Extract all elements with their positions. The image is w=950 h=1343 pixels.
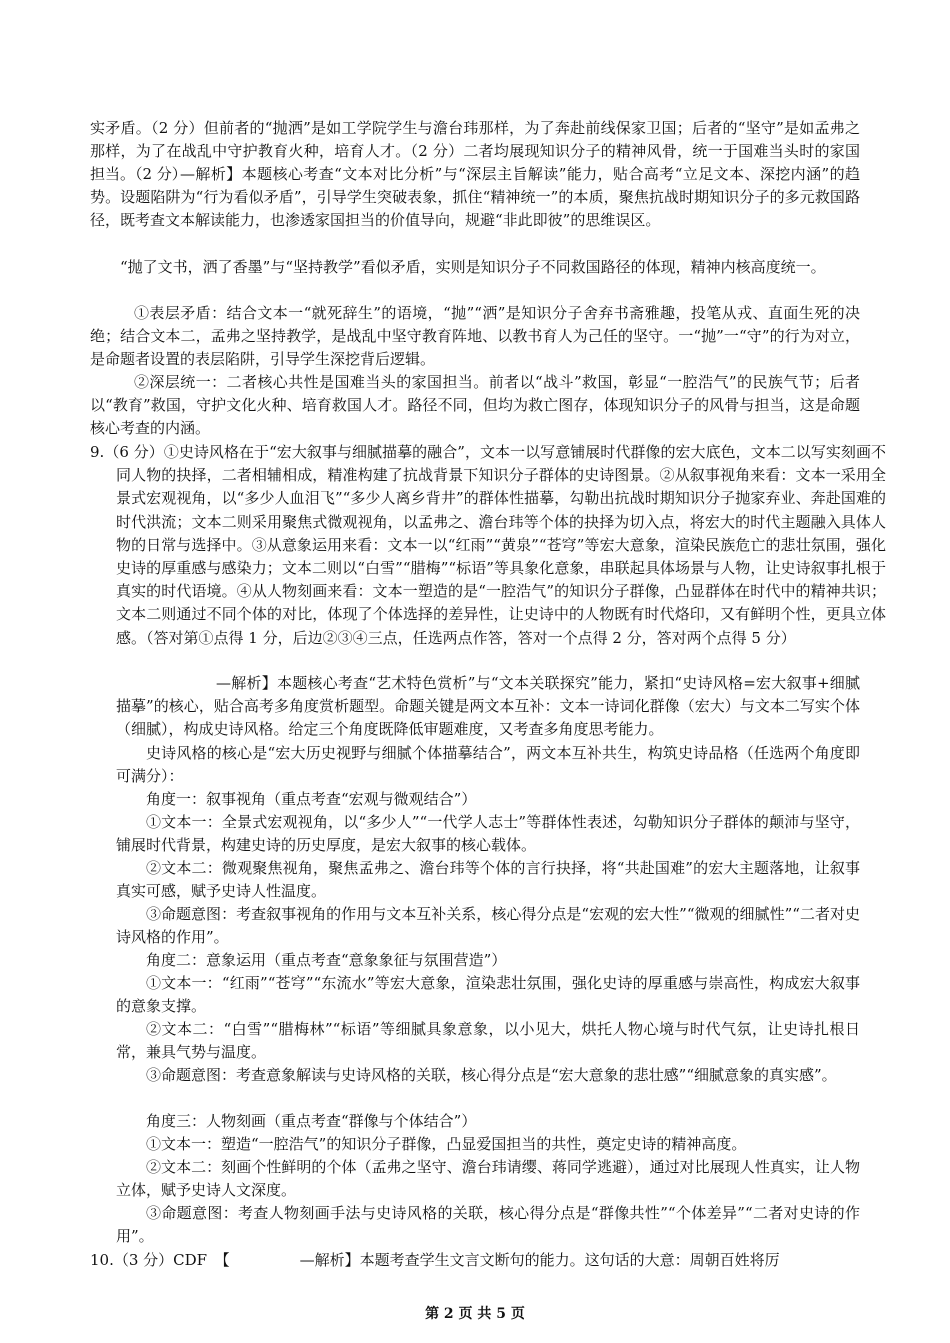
q8-analysis bbox=[90, 163, 860, 233]
q9-answer: 9.（6 分）①史诗风格在于“宏大叙事与细腻描摹的融合”，文本一以写意铺展时代群像的宏大底色，文本二以写实刻画不同人物的抉择，二者相辅相成，精准构建了抗战背景下知识分子群体的史诗图景。②从叙事视角来看：文本一采用全景式宏观视角，以“多少人血泪飞”“多少人离乡背井”的群体性描摹，勾勒出抗战时期知识分子抛家弃业、奔赴国难的时代洪流；文本二则采用聚焦式微观视角，以孟弗之、澹台玮等个体的抉择为切入点，将宏大的时代主题融入具体人物的日常与选择中。③从意象运用来看：文本一以“红雨”“黄泉”“苍穹”等宏大意象，渲染民族危亡的悲壮氛围，强化史诗的厚重感与感染力；文本二则以“白雪”“腊梅”“标语”等具象化意象，串联起具体场景与人物，让史诗叙事扎根于真实的时代语境。④从人物刻画来看：文本一塑造的是“一腔浩气”的知识分子群像，凸显群体在时代中的精神共识；文本二则通过不同个体的对比，体现了个体选择的差异性，让史诗中的人物既有时代烙印，又有鲜明个性，更具立体感。（答对第①点得 1 分，后边②③④三点，任选两点作答，答对一个点得 2 分，答对两个点得 5 分） bbox=[90, 443, 886, 647]
q8-analysis-text: —解析】本题核心考查“文本对比分析”与“深层主旨解读”能力，贴合高考“立足文本、深挖内涵”的趋势。设题陷阱为“行为看似矛盾”，引导学生突破表象，抓住“精神统一”的本质，聚焦抗战时期知识分子的多元救国路径，既考查文本解读能力，也渗透家国担当的价值导向，规避“非此即彼”的思维误区。 bbox=[90, 165, 860, 230]
angle-1-title: 角度一：叙事视角（重点考查“宏观与微观结合”） bbox=[146, 790, 477, 808]
angle-1-c: ③命题意图：考查叙事视角的作用与文本互补关系，核心得分点是“宏观的宏大性”“微观的细腻性”“二者对史诗风格的作用”。 bbox=[116, 905, 860, 947]
page-footer: 第 2 页 共 5 页 bbox=[425, 1306, 525, 1322]
q10-prefix: 10.（3 分）CDF 【 bbox=[90, 1251, 230, 1269]
angle-1-b: ②文本二：微观聚焦视角，聚焦孟弗之、澹台玮等个体的言行抉择，将“共赴国难”的宏大主题落地，让叙事真实可感，赋予史诗人性温度。 bbox=[116, 859, 860, 901]
angle-1-a: ①文本一：全景式宏观视角，以“多少人”“一代学人志士”等群体性表述，勾勒知识分子群体的颠沛与坚守，铺展时代背景，构建史诗的历史厚度，是宏大叙事的核心载体。 bbox=[116, 813, 860, 855]
angle-3-title: 角度三：人物刻画（重点考查“群像与个体结合”） bbox=[146, 1112, 477, 1130]
angle-2-b: ②文本二：“白雪”“腊梅林”“标语”等细腻具象意象，以小见大，烘托人物心境与时代气氛，让史诗扎根日常，兼具气势与温度。 bbox=[116, 1020, 860, 1062]
q8-point: “抛了文书，洒了香墨”与“坚持教学”看似矛盾，实则是知识分子不同救国路径的体现，精神内核高度统一。 bbox=[120, 258, 826, 276]
q9-analysis bbox=[90, 672, 860, 742]
q10-answer bbox=[90, 1249, 860, 1272]
angle-2-c: ③命题意图：考查意象解读与史诗风格的关联，核心得分点是“宏大意象的悲壮感”“细腻意象的真实感”。 bbox=[146, 1066, 837, 1084]
q8-item-2: ②深层统一：二者核心共性是国难当头的家国担当。前者以“战斗”救国，彰显“一腔浩气”的民族气节；后者以“教育”救国，守护文化火种、培育救国人才。路径不同，但均为救亡图存，体现知识分子的风骨与担当，这是命题核心考查的内涵。 bbox=[90, 373, 860, 438]
q10-analysis-text: —解析】本题考查学生文言文断句的能力。这句话的大意：周朝百姓将厉 bbox=[299, 1251, 780, 1269]
angle-2-a: ①文本一：“红雨”“苍穹”“东流水”等宏大意象，渲染悲壮氛围，强化史诗的厚重感与崇高性，构成宏大叙事的意象支撑。 bbox=[116, 974, 860, 1016]
q8-item-1: ①表层矛盾：结合文本一“就死辞生”的语境，“抛”“洒”是知识分子舍弃书斋雅趣，投笔从戎、直面生死的决绝；结合文本二，孟弗之坚持教学，是战乱中坚守教育阵地、以教书育人为己任的坚守。一“抛”一“守”的行为对立，是命题者设置的表层陷阱，引导学生深挖背后逻辑。 bbox=[90, 304, 860, 369]
angle-3-c: ③命题意图：考查人物刻画手法与史诗风格的关联，核心得分点是“群像共性”“个体差异”“二者对史诗的作用”。 bbox=[116, 1204, 860, 1246]
angle-3-a: ①文本一：塑造“一腔浩气”的知识分子群像，凸显爱国担当的共性，奠定史诗的精神高度。 bbox=[146, 1135, 747, 1153]
angle-3-b: ②文本二：刻画个性鲜明的个体（孟弗之坚守、澹台玮请缨、蒋同学逃避），通过对比展现人性真实，让人物立体，赋予史诗人文深度。 bbox=[116, 1158, 860, 1200]
q8-answer-tail: 实矛盾。（2 分）但前者的“抛洒”是如工学院学生与澹台玮那样，为了奔赴前线保家卫国；后者的“坚守”是如孟弗之那样，为了在战乱中守护教育火种，培育人才。（2 分）二者均展现知识分子的精神风骨，统一于国难当头时的家国担当。（2 分） bbox=[90, 119, 860, 184]
q9-core: 史诗风格的核心是“宏大历史视野与细腻个体描摹结合”，两文本互补共生，构筑史诗品格（任选两个角度即可满分）： bbox=[116, 744, 860, 786]
q9-analysis-text: —解析】本题核心考查“艺术特色赏析”与“文本关联探究”能力，紧扣“史诗风格=宏大叙事+细腻描摹”的核心，贴合高考多角度赏析题型。命题关键是两文本互补：文本一诗词化群像（宏大）与文本二写实个体（细腻），构成史诗风格。给定三个角度既降低审题难度，又考查多角度思考能力。 bbox=[116, 674, 860, 739]
angle-2-title: 角度二：意象运用（重点考查“意象象征与氛围营造”） bbox=[146, 951, 507, 969]
